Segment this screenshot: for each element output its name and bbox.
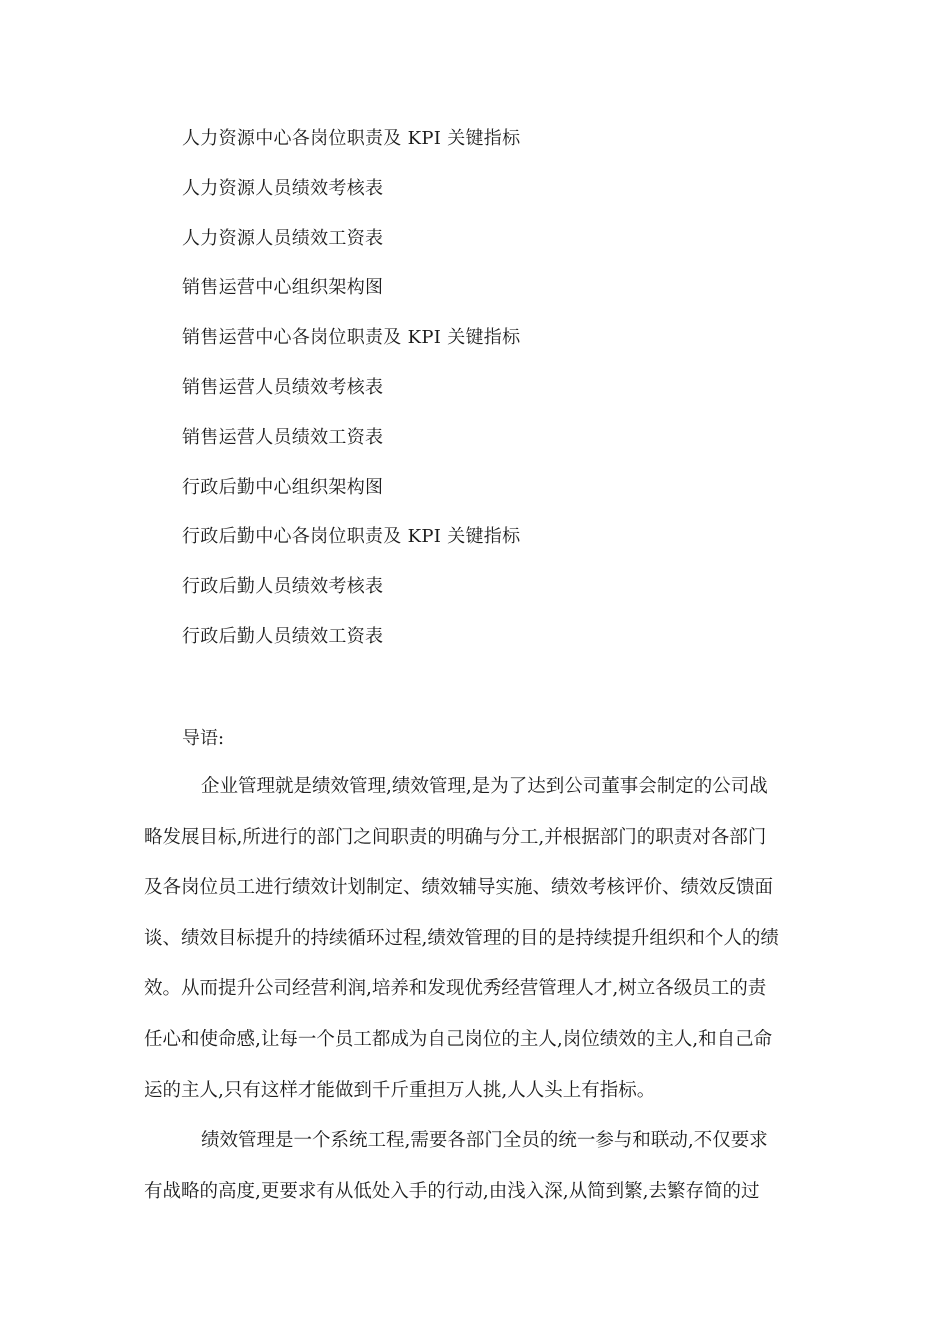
toc-item: 销售运营人员绩效工资表 [182, 426, 384, 448]
toc-item: 行政后勤人员绩效工资表 [182, 625, 384, 647]
paragraph-2 [144, 1124, 812, 1225]
paragraph-line: 效。从而提升公司经营利润,培养和发现优秀经营管理人才,树立各级员工的责 [144, 978, 767, 1000]
toc-item: 人力资源人员绩效工资表 [182, 227, 384, 249]
paragraph-line: 有战略的高度,更要求有从低处入手的行动,由浅入深,从简到繁,去繁存简的过 [144, 1180, 760, 1202]
paragraph-line: 谈、绩效目标提升的持续循环过程,绩效管理的目的是持续提升组织和个人的绩 [144, 927, 779, 949]
toc-item: 销售运营中心组织架构图 [182, 277, 384, 299]
toc-item: 人力资源人员绩效考核表 [182, 177, 384, 199]
paragraph-1 [144, 770, 812, 1124]
paragraph-line: 企业管理就是绩效管理,绩效管理,是为了达到公司董事会制定的公司战 [201, 776, 768, 797]
paragraph-line: 绩效管理是一个系统工程,需要各部门全员的统一参与和联动,不仅要求 [201, 1130, 768, 1152]
toc-item: 行政后勤人员绩效考核表 [182, 576, 384, 598]
toc-item: 行政后勤中心各岗位职责及 KPI 关键指标 [182, 526, 521, 548]
toc-item: 销售运营中心各岗位职责及 KPI 关键指标 [182, 327, 521, 349]
toc-item: 人力资源中心各岗位职责及 KPI 关键指标 [182, 128, 521, 149]
body-text [144, 770, 812, 1225]
toc-item: 销售运营人员绩效考核表 [182, 376, 384, 398]
paragraph-line: 略发展目标,所进行的部门之间职责的明确与分工,并根据部门的职责对各部门 [144, 826, 767, 848]
paragraph-line: 及各岗位员工进行绩效计划制定、绩效辅导实施、绩效考核评价、绩效反馈面 [144, 877, 774, 899]
paragraph-line: 任心和使命感,让每一个员工都成为自己岗位的主人,岗位绩效的主人,和自己命 [144, 1028, 773, 1050]
paragraph-line: 运的主人,只有这样才能做到千斤重担万人挑,人人头上有指标。 [144, 1079, 656, 1101]
intro-heading: 导语: [182, 728, 225, 749]
table-of-contents [182, 124, 520, 672]
toc-item: 行政后勤中心组织架构图 [182, 476, 384, 498]
